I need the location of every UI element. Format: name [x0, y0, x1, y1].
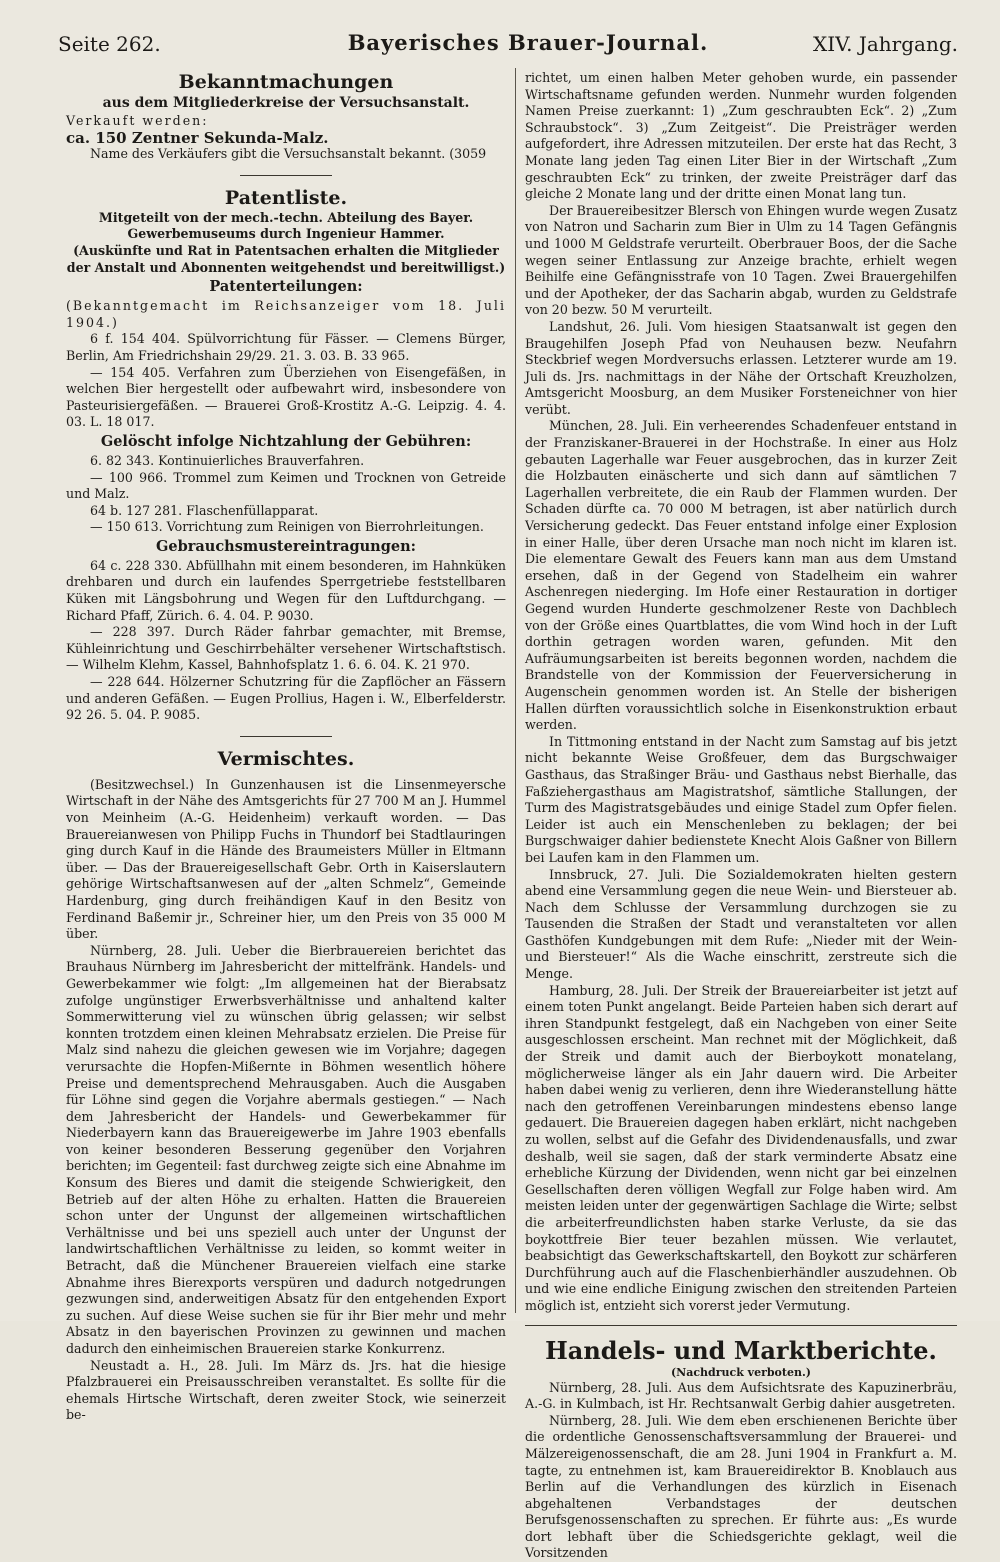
article-paragraph: Landshut, 26. Juli. Vom hiesigen Staatsanwalt ist gegen den Braugehilfen Joseph Pfad von Neuhausen bezw. Neufahrn Steckbrief wegen Mordversuchs erlassen. Letzterer wurde am 19. Juli ds. Jrs. nachmittags in der Nähe der Ortschaft Kreuzholzen, Amtsgericht Moosburg, an dem Musiker Forsteneichner von hier verübt. — [525, 318, 957, 417]
handels-heading: Handels- und Marktberichte. — [545, 1335, 937, 1365]
deleted-entry: — 150 613. Vorrichtung zum Reinigen von Bierrohrleitungen. — [90, 519, 484, 535]
article-paragraph: (Besitzwechsel.) In Gunzenhausen ist die Linsenmeyersche Wirtschaft in der Nähe des Amtsgerichts für 27 700 M an J. Hummel von Meinheim (A.-G. Heidenheim) verkauft worden. — Das Brauereianwesen von Philipp Fuchs in Thundorf bei Stadtlauringen ging durch Kauf in die Hände des Braumeisters Müller in Eltmann über. — Das der Brauereigesellschaft Gebr. Orth in Kaiserslautern gehörige Wirtschaftsanwesen auf der „alten Schmelz“, Gemeinde Hardenburg, ging durch freihändigen Kauf in den Besitz von Ferdinand Baßemir jr., Schreiner hier, um den Preis von 35 000 M über. — [66, 776, 506, 942]
market-report: Nürnberg, 28. Juli. Wie dem eben erschienenen Berichte über die ordentliche Genossenschaftsversammlung der Brauerei- und Mälzereigenossenschaft, die am 28. Juni 1904 in Frankfurt a. M. tagte, zu entnehmen ist, kam Brauereidirektor B. Knoblauch aus Berlin auf die Verhandlungen des kürzlich in Eisenach abgehaltenen Verbandstages der deutschen Berufsgenossenschaften zu sprechen. Er führte aus: „Es wurde dort lebhaft über die Schiedsgerichte geklagt, weil die Vorsitzenden — [525, 1412, 957, 1561]
verkauft-line: Verkauft werden: — [66, 113, 209, 128]
left-column — [66, 70, 506, 1423]
article-paragraph: Neustadt a. H., 28. Juli. Im März ds. Jrs. hat die hiesige Pfalzbrauerei ein Preisausschreiben veranstaltet. Es sollte für die ehemals Hirtsche Wirtschaft, deren zweiter Stock, wie seinerzeit be- — [66, 1357, 506, 1423]
page-header — [58, 28, 958, 64]
article-paragraph: München, 28. Juli. Ein verheerendes Schadenfeuer entstand in der Franziskaner-Brauerei in der Hochstraße. In einer aus Holz gebauten Lagerhalle war Feuer ausgebrochen, das in kurzer Zeit die Holzbauten einäscherte und sich dann auf sämtlichen 7 Lagerhallen verbreitete, die ein Raub der Flammen wurden. Der Schaden dürfte ca. 70 000 M betragen, ist aber natürlich durch Versicherung gedeckt. Das Feuer entstand infolge einer Explosion in einer Halle, über deren Ursache man noch nicht im klaren ist. Die elementare Gewalt des Feuers kann man aus dem Umstand ersehen, daß in der Gegend von Stadelheim ein wahrer Aschenregen niederging. Im Hofe einer Restauration in dortiger Gegend wurden Hunderte geschmolzener Reste von Dachblech von der Größe eines Quartblattes, die vom Wind hoch in der Luft dorthin getragen worden waren, gefunden. Mit den Aufräumungsarbeiten ist bereits begonnen worden, nachdem die Brandstelle von der Kommission der Feuerversicherung in Augenschein genommen worden ist. An Stelle der bisherigen Hallen dürften voraussichtlich solche in Eisenkonstruktion erbaut werden. — [525, 418, 957, 733]
patenterteilungen-heading: Patenterteilungen: — [209, 278, 363, 296]
section-divider — [240, 175, 332, 176]
deleted-entry: 6. 82 343. Kontinuierliches Brauverfahren. — [90, 452, 365, 468]
section-divider — [240, 736, 332, 737]
patent-entry: — 154 405. Verfahren zum Überziehen von Eisengefäßen, in welchen Bier hergestellt oder aufbewahrt wird, insbesondere von Pasteurisiergefäßen. — Brauerei Groß-Krostitz A.-G. Leipzig. 4. 4. 03. L. 18 017. — [66, 364, 506, 430]
bekanntmachungen-subheading: aus dem Mitgliederkreise der Versuchsanstalt. — [102, 95, 470, 111]
vermischtes-heading: Vermischtes. — [217, 747, 355, 770]
utility-model-entry: — 228 397. Durch Räder fahrbar gemachter, mit Bremse, Kühleinrichtung und Geschirrbehälter versehener Wirtschaftstisch. — Wilhelm Klehm, Kassel, Bahnhofsplatz 1. 6. 6. 04. K. 21 970. — [66, 624, 506, 673]
article-paragraph: Hamburg, 28. Juli. Der Streik der Brauereiarbeiter ist jetzt auf einem toten Punkt angelangt. Beide Parteien haben sich derart auf ihren Standpunkt festgelegt, daß ein Nachgeben von einer Seite ausgeschlossen erscheint. Man rechnet mit der Möglichkeit, daß der Streik und damit auch der Bierboykott monatelang, möglicherweise länger als ein Jahr dauern wird. Die Arbeiter haben dabei wenig zu verlieren, denn ihre Wiederanstellung hätte nach den getroffenen Vereinbarungen mindestens ebenso lange gedauert. Die Brauereien dagegen haben erklärt, nicht nachgeben zu wollen, selbst auf die Gefahr des Dividendenausfalls, und zwar deshalb, weil sie sagen, daß der stark verminderte Absatz eine erhebliche Kürzung der Dividenden, wenn nicht gar bei einzelnen Gesellschaften deren völligen Wegfall zur Folge haben wird. Am meisten leiden unter der gegenwärtigen Sachlage die Wirte; selbst die arbeiterfreundlichsten haben starke Verluste, da sie das boykottfreie Bier teuer bezahlen müssen. Wie verlautet, beabsichtigt das Gewerkschaftskartell, den Boykott zur schärferen Durchführung auch auf die Flaschenbierhändler auszudehnen. Ob und wie eine endliche Einigung zwischen den streitenden Parteien möglich ist, entzieht sich vorerst jeder Vermutung. — [525, 982, 957, 1313]
patent-info: (Auskünfte und Rat in Patentsachen erhalten die Mitglieder der Anstalt und Abonnenten weitgehendst und bereitwilligst.) — [66, 242, 506, 275]
patent-entry: 6 f. 154 404. Spülvorrichtung für Fässer. — Clemens Bürger, Berlin, Am Friedrichshain 29/29. 21. 3. 03. B. 33 965. — [66, 331, 506, 363]
reichsanzeiger-note: (Bekanntgemacht im Reichsanzeiger vom 18. Juli 1904.) — [66, 298, 506, 330]
section-divider — [525, 1325, 957, 1326]
column-divider — [515, 68, 516, 1313]
geloescht-heading: Gelöscht infolge Nichtzahlung der Gebühren: — [100, 432, 472, 450]
page-number: Seite 262. — [58, 32, 161, 56]
article-paragraph: Der Brauereibesitzer Blersch von Ehingen wurde wegen Zusatz von Natron und Sacharin zum Bier in Ulm zu 14 Tagen Gefängnis und 1000 M Geldstrafe verurteilt. Oberbrauer Boos, der die Sache wegen seiner Entlassung zur Anzeige brachte, erhielt wegen Beihilfe eine Gefängnisstrafe von 10 Tagen. Zwei Brauergehilfen und der Apotheker, der das Sacharin abgab, wurden zu Geldstrafe von 20 bezw. 50 M verurteilt. — [525, 202, 957, 318]
deleted-entry: 64 b. 127 281. Flaschenfüllapparat. — [90, 502, 319, 518]
journal-title: Bayerisches Brauer-Journal. — [347, 30, 709, 55]
utility-model-entry: 64 c. 228 330. Abfüllhahn mit einem besonderen, im Hahnküken drehbaren und durch ein laufendes Sperrgetriebe feststellbaren Küken mit Längsbohrung und Wegen für den Luftdurchgang. — Richard Pfaff, Zürich. 6. 4. 04. P. 9030. — [66, 557, 506, 623]
patent-source: Mitgeteilt von der mech.-techn. Abteilung des Bayer. Gewerbemuseums durch Ingenieur Hammer. — [98, 209, 474, 242]
seller-note: Name des Verkäufers gibt die Versuchsanstalt bekannt. (3059 — [90, 146, 487, 162]
right-column — [525, 70, 957, 1561]
article-paragraph: In Tittmoning entstand in der Nacht zum Samstag auf bis jetzt nicht bekannte Weise Großfeuer, dem das Burgschwaiger Gasthaus, das Straßinger Bräu- und Gasthaus nebst Bierhalle, das Faßziehergasthaus am Magistratshof, sämtliche Stallungen, der Turm des Magistratsgebäudes und einige Stadel zum Opfer fielen. Leider ist auch ein Menschenleben zu beklagen; der bei Burgschwaiger dahier bedienstete Knecht Alois Gaßner von Billern bei Laufen kam in den Flammen um. — [525, 733, 957, 865]
gebrauchsmuster-heading: Gebrauchsmustereintragungen: — [156, 537, 416, 555]
market-report: Nürnberg, 28. Juli. Aus dem Aufsichtsrate des Kapuzinerbräu, A.-G. in Kulmbach, ist Hr. Rechtsanwalt Gerbig dahier ausgetreten. — [525, 1379, 957, 1412]
article-paragraph: richtet, um einen halben Meter gehoben wurde, ein passender Wirtschaftsname gefunden werden. Nunmehr wurden folgenden Namen Preise zuerkannt: 1) „Zum geschraubten Eck“. 2) „Zum Schraubstock“. 3) „Zum Zeitgeist“. Die Preisträger werden aufgefordert, ihre Adressen mitzuteilen. Der erste hat das Recht, 3 Monate lang jeden Tag einen Liter Bier in der Wirtschaft „Zum geschraubten Eck“ zu trinken, der zweite Preisträger darf das gleiche 2 Monate lang und der dritte einen Monat lang tun. — [525, 70, 957, 202]
nachdruck-note: (Nachdruck verboten.) — [670, 1365, 812, 1379]
bekanntmachungen-heading: Bekanntmachungen — [178, 71, 394, 93]
utility-model-entry: — 228 644. Hölzerner Schutzring für die Zapflöcher an Fässern und anderen Gefäßen. — Eugen Prollius, Hagen i. W., Elberfelderstr. 92 26. 5. 04. P. 9085. — [66, 674, 506, 723]
sale-item: ca. 150 Zentner Sekunda-Malz. — [66, 128, 329, 147]
article-paragraph: Innsbruck, 27. Juli. Die Sozialdemokraten hielten gestern abend eine Versammlung gegen die neue Wein- und Biersteuer ab. Nach dem Schlusse der Versammlung durchzogen sie zu Tausenden die Straßen der Stadt und veranstalteten vor allen Gasthöfen Kundgebungen mit dem Rufe: „Nieder mit der Wein- und Biersteuer!“ Als die Wache einschritt, zerstreute sich die Menge. — [525, 866, 957, 982]
deleted-entry: — 100 966. Trommel zum Keimen und Trocknen von Getreide und Malz. — [66, 469, 506, 502]
volume-label: XIV. Jahrgang. — [813, 32, 958, 56]
article-paragraph: Nürnberg, 28. Juli. Ueber die Bierbrauereien berichtet das Brauhaus Nürnberg im Jahresbericht der mittelfränk. Handels- und Gewerbekammer wie folgt: „Im allgemeinen hat der Bierabsatz zufolge ungünstiger Erwerbsverhältnisse und anhaltend kalter Sommerwitterung viel zu wünschen übrig gelassen; wir selbst konnten trotzdem einen kleinen Mehrabsatz erzielen. Die Preise für Malz sind nahezu die gleichen gewesen wie im Vorjahre; dagegen verursachte die Hopfen-Mißernte in Böhmen wesentlich höhere Preise und dementsprechend Mehrausgaben. Auch die Ausgaben für Löhne sind gegen die Vorjahre abermals gestiegen.“ — Nach dem Jahresbericht der Handels- und Gewerbekammer für Niederbayern kann das Brauereigewerbe im Jahre 1903 ebenfalls von keiner besonderen Besserung gegenüber den Vorjahren berichten; im Gegenteil: fast durchweg zeigte sich eine Abnahme im Konsum des Bieres und damit die steigende Schwierigkeit, den Betrieb auf der alten Höhe zu erhalten. Hatten die Brauereien schon unter der Ungunst der allgemeinen wirtschaftlichen Verhältnisse und bei uns speziell auch unter der Ungunst der landwirtschaftlichen Verhältnisse zu leiden, so kommt weiter in Betracht, daß die Münchener Brauereien vielfach eine starke Abnahme ihres Bierexports verspüren und dadurch notgedrungen gezwungen sind, anderweitigen Absatz für den entgehenden Export zu suchen. Auf diese Weise suchen sie für ihr Bier mehr und mehr Absatz in den bayerischen Provinzen zu gewinnen und machen dadurch den einheimischen Brauereien starke Konkurrenz. — [66, 942, 506, 1356]
patentliste-heading: Patentliste. — [224, 186, 348, 209]
